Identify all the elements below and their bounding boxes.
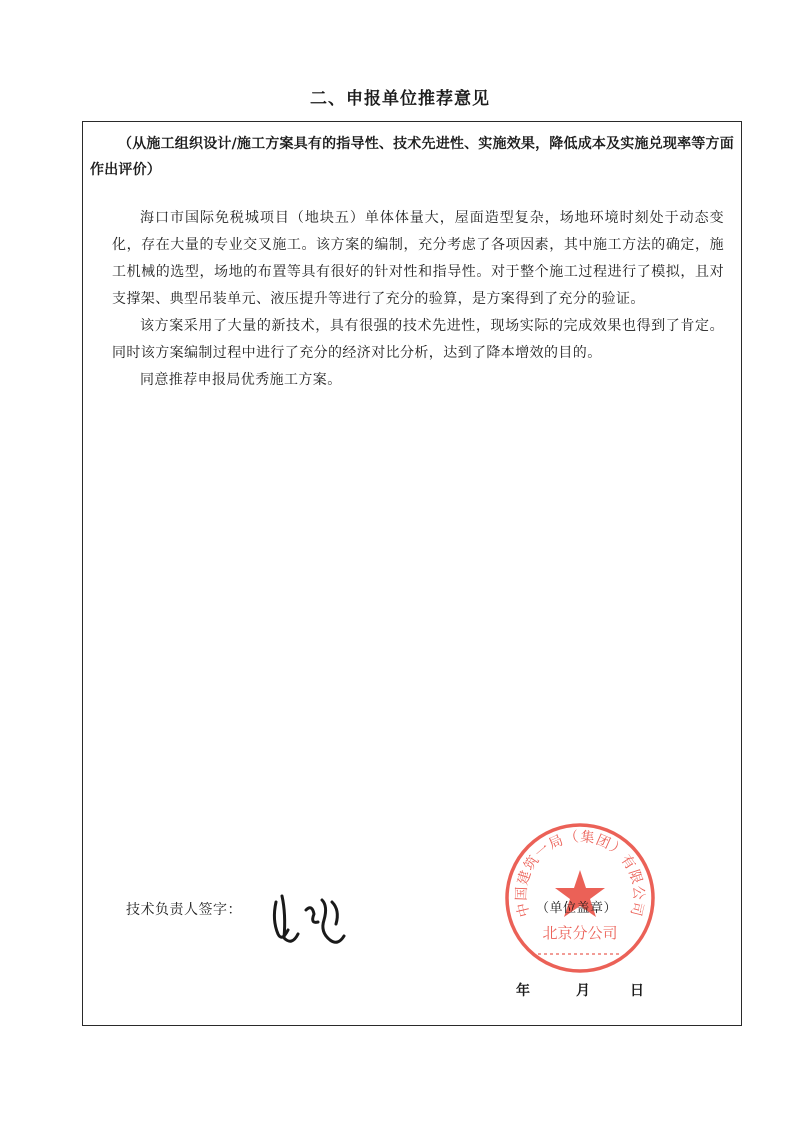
paragraph-3: 同意推荐申报局优秀施工方案。 <box>140 372 342 388</box>
instruction-text: （从施工组织设计/施工方案具有的指导性、技术先进性、实施效果，降低成本及实施兑现率等方面作出评价） <box>90 136 734 178</box>
paragraph-2: 该方案采用了大量的新技术，具有很强的技术先进性，现场实际的完成效果也得到了肯定。同时该方案编制过程中进行了充分的经济对比分析，达到了降本增效的目的。 <box>112 318 724 361</box>
signature-image <box>262 880 362 952</box>
signer-label: 技术负责人签字： <box>126 902 242 918</box>
date-year: 年 <box>516 983 530 999</box>
seal-label: （单位盖章） <box>536 901 618 916</box>
date-month: 月 <box>576 983 590 999</box>
page-title: 二、申报单位推荐意见 <box>310 89 490 109</box>
svg-text:中国建筑一局（集团）有限公司: 中国建筑一局（集团）有限公司 <box>513 829 647 919</box>
opinion-body <box>112 205 724 394</box>
paragraph-1: 海口市国际免税城项目（地块五）单体体量大，屋面造型复杂，场地环境时刻处于动态变化，存在大量的专业交叉施工。该方案的编制，充分考虑了各项因素，其中施工方法的确定，施工机械的选型，场地的布置等具有很好的针对性和指导性。对于整个施工过程进行了模拟，且对支撑架、典型吊装单元、液压提升等进行了充分的验算，是方案得到了充分的验证。 <box>112 210 724 307</box>
date-day: 日 <box>630 983 644 999</box>
svg-text:北京分公司: 北京分公司 <box>542 924 618 942</box>
